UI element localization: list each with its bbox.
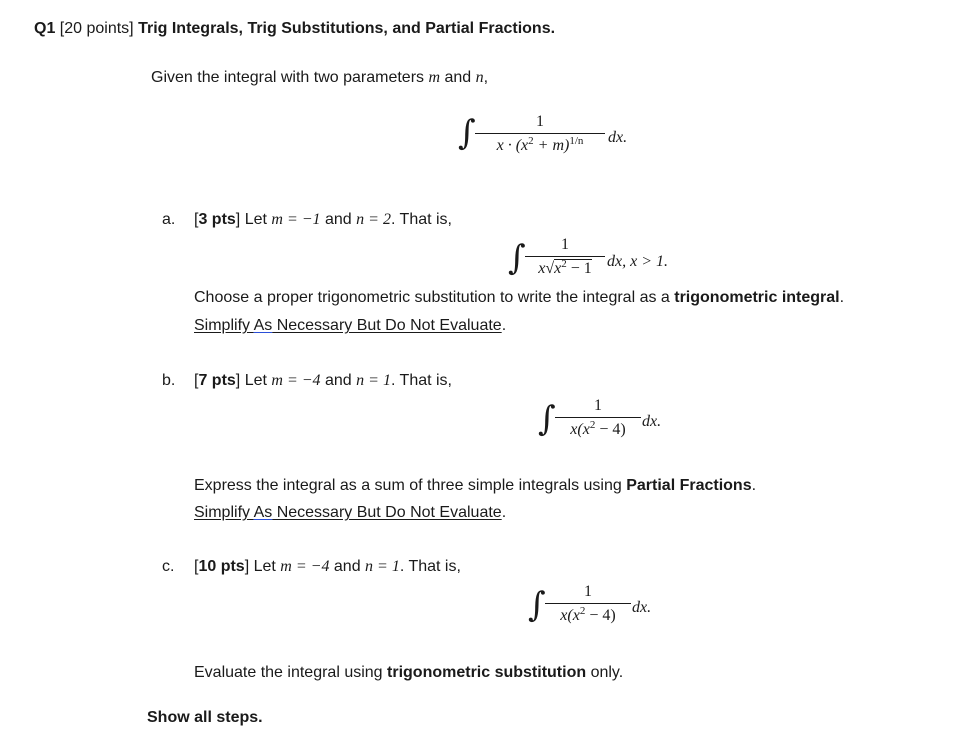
integral-sign: ∫ bbox=[458, 113, 476, 153]
part-a-simplify: Simplify As Necessary But Do Not Evaluate. bbox=[194, 317, 507, 334]
part-b-instruction: Express the integral as a sum of three simple integrals using Partial Fractions. bbox=[194, 477, 757, 494]
part-a-instruction: Choose a proper trigonometric substitution to write the integral as a trigonometric integral. bbox=[194, 289, 845, 306]
part-a-prompt: [3 pts] Let m = −1 and n = 2. That is, bbox=[194, 211, 452, 228]
part-c-dx: dx. bbox=[632, 599, 652, 616]
part-a-letter: a. bbox=[162, 211, 176, 228]
intro-dx: dx. bbox=[608, 129, 628, 146]
question-title: Trig Integrals, Trig Substitutions, and Partial Fractions. bbox=[138, 20, 556, 37]
part-a-fraction: 1 $x√x^2 - 1$ bbox=[525, 236, 605, 278]
part-a-dx: dx, x > 1. bbox=[607, 253, 668, 270]
integral-sign: ∫ bbox=[508, 238, 526, 278]
question-number: Q1 bbox=[34, 20, 56, 37]
part-b-fraction: 1 $x(x^2 - 4)$ bbox=[555, 397, 641, 439]
intro-fraction: 1 $x \cdot (x^2 + m)^{1/n}$ bbox=[475, 113, 605, 155]
part-c-letter: c. bbox=[162, 558, 175, 575]
part-c-instruction: Evaluate the integral using trigonometric substitution only. bbox=[194, 664, 624, 681]
intro-text: Given the integral with two parameters m and n, bbox=[151, 69, 489, 86]
question-points: [20 points] bbox=[59, 20, 134, 37]
part-b-simplify: Simplify As Necessary But Do Not Evaluate. bbox=[194, 504, 507, 521]
part-c-fraction: 1 $x(x^2 - 4)$ bbox=[545, 583, 631, 625]
integral-sign: ∫ bbox=[538, 399, 556, 439]
part-c-prompt: [10 pts] Let m = −4 and n = 1. That is, bbox=[194, 558, 461, 575]
part-b-dx: dx. bbox=[642, 413, 662, 430]
show-all-steps: Show all steps. bbox=[147, 709, 263, 726]
part-b-letter: b. bbox=[162, 372, 176, 389]
question-header bbox=[34, 20, 555, 38]
integral-sign: ∫ bbox=[528, 585, 546, 625]
part-b-prompt: [7 pts] Let m = −4 and n = 1. That is, bbox=[194, 372, 452, 389]
